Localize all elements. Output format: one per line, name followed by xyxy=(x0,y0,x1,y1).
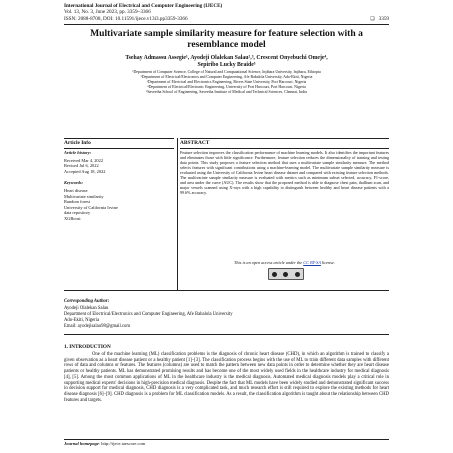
abstract-heading: ABSTRACT xyxy=(180,140,210,146)
affiliations xyxy=(64,70,389,95)
author-list xyxy=(64,55,389,69)
affiliation: ⁴Department of Electrical/Electronic Engineering, University of Port Harcourt, Port Harcourt, Nigeria xyxy=(147,84,306,89)
keyword: Random forest xyxy=(64,199,90,205)
authors-line-1: Tsehay Admassu Assegie¹, Ayodeji Olalekan Salau²,³, Crescent Onyebuchi Omeje⁴, xyxy=(125,55,328,61)
article-info-heading: Article Info xyxy=(64,140,91,146)
author-name: Ayodeji Olalekan Salau xyxy=(64,305,109,311)
keyword: data repository xyxy=(64,210,91,216)
correspondence-top-rule xyxy=(64,290,389,291)
section-heading: 1. INTRODUCTION xyxy=(64,344,111,350)
affiliation: ⁵Saveetha School of Engineering, Saveetha Institute of Medical and Technical Sciences, Chennai, India xyxy=(145,89,308,94)
page-number xyxy=(370,16,389,22)
open-access-note xyxy=(180,260,389,265)
history-heading: Article history: xyxy=(64,150,92,155)
column-divider xyxy=(177,138,178,290)
open-access-suffix: license. xyxy=(320,260,335,265)
history-accepted: Accepted Aug 18, 2022 xyxy=(64,168,106,174)
journal-header xyxy=(64,3,389,22)
open-access-prefix: This is an open access article under the xyxy=(234,260,304,265)
article-info xyxy=(64,150,174,222)
affiliation: ³Department of Electrical and Electronics Engineering, Rivers State University, Port Harcourt, Nigeria xyxy=(146,79,307,84)
article-info-rule xyxy=(64,148,174,149)
keyword: Multivariate similarity xyxy=(64,193,104,199)
author-email: Email: ayodejisalau98@gmail.com xyxy=(64,323,131,329)
correspondence-bottom-rule xyxy=(64,334,389,335)
corresponding-heading: Corresponding Author: xyxy=(64,299,110,304)
authors-line-2: Sepiribo Lucky Braide⁵ xyxy=(197,62,256,68)
keyword: Heart disease xyxy=(64,187,88,193)
cc-license-badge-icon[interactable] xyxy=(268,268,304,280)
author-department: Department of Electrical/Electronics and Computer Engineering, Afe Babalola University xyxy=(64,311,233,317)
history-received: Received Mar 4, 2022 xyxy=(64,157,104,163)
page-footer xyxy=(64,441,389,446)
affiliation: ¹Department of Computer Science, College of Natural and Computational Science, Injibara University, Injibara, Ethiopia xyxy=(132,70,321,74)
journal-issn-doi: ISSN: 2088-8708, DOI: 10.11591/ijece.v13i3.pp3359-3366 xyxy=(64,15,188,22)
abstract-top-rule xyxy=(180,138,389,139)
footer-label: Journal homepage xyxy=(64,441,99,446)
introduction-text: One of the machine learning (ML) classification problems is the diagnosis of chronic heart disease (CHD), in which an algorithm is trained to classify a given observation as a heart disease patient or a healthy patient [1]–[3]. The classification process begins with the use of ML to train different data samples with different rows of data and columns or features. The features (columns) are used to match the pattern between new data points in order to determine whether they are heart disease patients or healthy patients. ML has demonstrated promising results and has become one of the most widely used fields in the healthcare industry for medical diagnosis [4], [5]. Among the most common applications of ML in the healthcare industry is the medical diagnosis. Automated medical diagnosis models play a critical role in supporting medical experts' decisions in high-precision medical diagnosis. Despite the fact that ML models have been widely studied and demonstrated significant success in decision support for medical diagnosis, CHD diagnosis is a very complicated task, and much research effort is still required to explore the existing methods for heart disease diagnosis [6]–[9]. CHD diagnosis is a problem for ML classification models. As a result, the classification algorithm is taught about the relationship between CHD features and targets. xyxy=(64,352,389,403)
keyword: University of California Irvine xyxy=(64,204,118,210)
keywords-heading: Keywords: xyxy=(64,180,84,186)
author-location: Ado-Ekiti, Nigeria xyxy=(64,317,100,323)
abstract-rule xyxy=(180,148,389,149)
affiliation: ²Department of Electrical/Electronics and Computer Engineering, Afe Babalola University, Ado-Ekiti, Nigeria xyxy=(140,74,313,79)
paper-page xyxy=(64,0,389,453)
journal-name: International Journal of Electrical and Computer Engineering (IJECE) xyxy=(64,3,223,9)
footer-url[interactable]: : http://ijece.iaescore.com xyxy=(98,441,146,446)
paper-title: Multivariate sample similarity measure for feature selection with a resemblance model xyxy=(90,28,363,50)
article-info-top-rule xyxy=(64,138,174,139)
abstract-text: Feature selection improves the classification performance of machine learning models. It also identifies the important features and eliminates those with little significance. Furthermore, feature selection reduces the dimensionality of training and testing data points. This study proposes a feature selection method that uses a multivariate sample similarity measure. The method selects features with significant contributions using a machine-learning model. The multivariate sample similarity measure is evaluated using the University of California Irvine heart disease dataset and compared with existing feature selection methods. The multivariate sample similarity measure is evaluated with metrics such as minimum subset selected, accuracy, F1-score, and area under the curve (AUC). The results show that the proposed method is able to diagnose chest pain, thallium scan, and major vessels scanned using X-rays with a high capability to distinguish between healthy and heart disease patients with a 99.6% accuracy. xyxy=(180,150,389,196)
corresponding-author xyxy=(64,299,389,330)
journal-volume: Vol. 13, No. 3, June 2023, pp. 3359~3366 xyxy=(64,9,151,16)
license-link[interactable]: CC BY-SA xyxy=(303,260,321,265)
footer-rule xyxy=(64,439,389,440)
keyword: XGBoost xyxy=(64,215,81,221)
page-number-value: 3359 xyxy=(378,15,389,22)
journal-logo-icon: ❏ xyxy=(370,15,375,22)
header-rule xyxy=(64,24,389,25)
history-revised: Revised Jul 6, 2022 xyxy=(64,163,99,169)
